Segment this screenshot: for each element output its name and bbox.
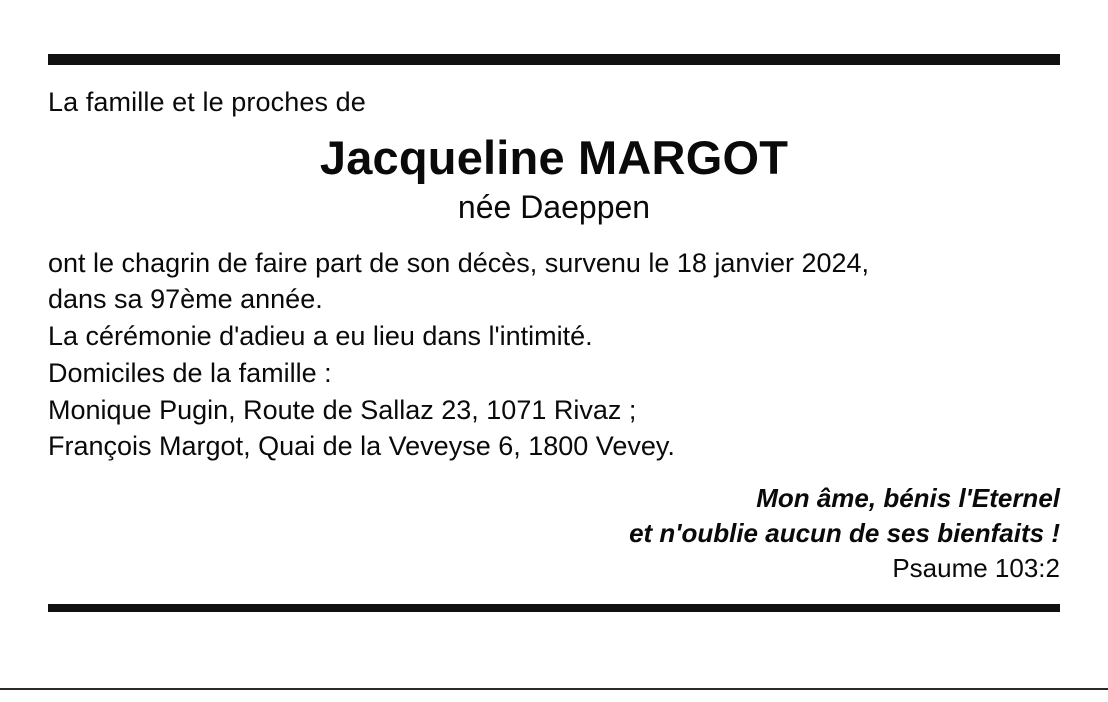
body-line: dans sa 97ème année. — [48, 284, 323, 315]
body-line: Monique Pugin, Route de Sallaz 23, 1071 Rivaz ; — [48, 394, 637, 425]
maiden-name: née Daeppen — [457, 189, 651, 226]
bottom-rule-divider — [48, 604, 1060, 612]
body-line: François Margot, Quai de la Veveyse 6, 1800 Vevey. — [48, 431, 675, 462]
verse-line: et n'oublie aucun de ses bienfaits ! — [629, 517, 1060, 548]
body-text — [48, 245, 1060, 465]
verse-block — [48, 481, 1060, 585]
top-rule-divider — [48, 54, 1060, 65]
verse-line: Mon âme, bénis l'Eternel — [756, 483, 1060, 514]
page-margin-area — [0, 690, 1108, 702]
body-line: La cérémonie d'adieu a eu lieu dans l'intimité. — [48, 321, 593, 352]
verse-reference: Psaume 103:2 — [892, 552, 1060, 583]
intro-line: La famille et le proches de — [48, 87, 366, 117]
name-block — [48, 132, 1060, 227]
body-line: Domiciles de la famille : — [48, 357, 332, 388]
body-line: ont le chagrin de faire part de son décès, survenu le 18 janvier 2024, — [48, 247, 870, 278]
deceased-name: Jacqueline MARGOT — [319, 130, 789, 184]
